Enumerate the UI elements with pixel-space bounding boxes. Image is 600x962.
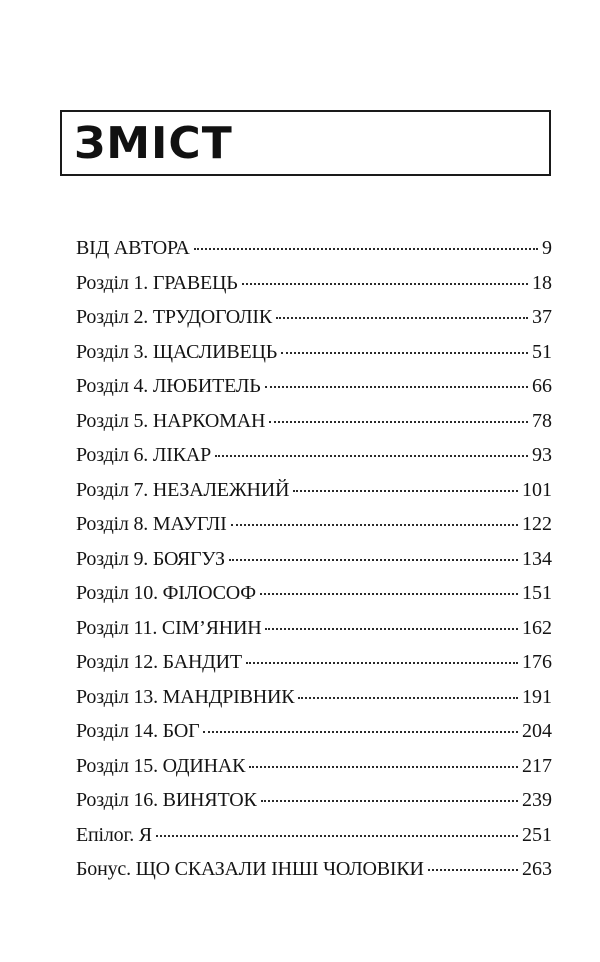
toc-entry-label: Розділ 13. МАНДРІВНИК (76, 685, 295, 708)
toc-entry-label: Розділ 12. БАНДИТ (76, 651, 242, 673)
toc-entry (76, 266, 552, 301)
toc-entry (76, 749, 552, 784)
toc-entry (76, 714, 552, 749)
toc-entry-label: Розділ 6. ЛІКАР (76, 444, 212, 466)
toc-entry-page: 66 (532, 375, 552, 397)
dot-leader (249, 766, 518, 768)
toc-entry-page: 162 (522, 616, 552, 639)
toc-entry (76, 680, 552, 715)
toc-entry-page: 263 (522, 858, 552, 880)
toc-entry (76, 438, 552, 473)
dot-leader (246, 662, 518, 664)
dot-leader (260, 593, 518, 595)
toc-entry-label: Епілог. Я (76, 823, 152, 846)
toc-entry-page: 51 (532, 340, 552, 363)
toc-entry (76, 542, 552, 577)
toc-entry-label: Розділ 4. ЛЮБИТЕЛЬ (76, 375, 261, 397)
toc-entry-page: 134 (522, 547, 552, 570)
toc-entry-label: Розділ 1. ГРАВЕЦЬ (76, 271, 238, 294)
toc-entry (76, 818, 552, 853)
dot-leader (203, 731, 518, 733)
toc-entry (76, 300, 552, 335)
dot-leader (242, 283, 528, 285)
toc-entry (76, 335, 552, 370)
toc-entry (76, 852, 552, 887)
toc-entry-label: Розділ 3. ЩАСЛИВЕЦЬ (76, 340, 278, 363)
toc-entry-label: Бонус. ЩО СКАЗАЛИ ІНШІ ЧОЛОВІКИ (76, 858, 424, 880)
toc-entry-page: 176 (522, 651, 552, 673)
toc-entry-page: 151 (522, 582, 552, 604)
dot-leader (281, 352, 528, 354)
dot-leader (229, 559, 518, 561)
toc-entry-page: 93 (532, 444, 552, 466)
dot-leader (265, 628, 518, 630)
toc-entry (76, 611, 552, 646)
table-of-contents (76, 231, 552, 887)
toc-entry-label: Розділ 14. БОГ (76, 720, 200, 742)
toc-entry-page: 204 (522, 720, 552, 742)
toc-entry (76, 783, 552, 818)
toc-entry-label: Розділ 8. МАУГЛІ (76, 513, 227, 535)
toc-entry-page: 78 (532, 409, 552, 432)
dot-leader (261, 800, 518, 802)
toc-entry (76, 369, 552, 404)
toc-entry (76, 645, 552, 680)
dot-leader (298, 697, 518, 699)
toc-entry-page: 191 (522, 685, 552, 708)
toc-entry-page: 18 (532, 271, 552, 294)
dot-leader (269, 421, 528, 423)
toc-entry (76, 507, 552, 542)
toc-entry-page: 9 (542, 237, 552, 259)
dot-leader (194, 248, 538, 250)
toc-entry (76, 576, 552, 611)
toc-entry-label: Розділ 2. ТРУДОГОЛІК (76, 306, 273, 328)
toc-entry-label: Розділ 11. СІМ’ЯНИН (76, 616, 262, 639)
dot-leader (293, 490, 518, 492)
toc-entry-page: 239 (522, 789, 552, 811)
toc-entry (76, 473, 552, 508)
toc-entry-label: Розділ 5. НАРКОМАН (76, 409, 266, 432)
title-frame (60, 110, 551, 176)
toc-entry-label: Розділ 7. НЕЗАЛЕЖНИЙ (76, 478, 290, 501)
toc-entry (76, 404, 552, 439)
toc-entry-label: Розділ 9. БОЯГУЗ (76, 547, 225, 570)
toc-entry-label: ВІД АВТОРА (76, 237, 190, 259)
dot-leader (276, 317, 528, 319)
toc-entry-page: 217 (522, 754, 552, 777)
dot-leader (428, 869, 518, 871)
toc-entry-page: 251 (522, 823, 552, 846)
dot-leader (215, 455, 528, 457)
page-title: ЗМІСТ (74, 118, 233, 169)
toc-entry-label: Розділ 15. ОДИНАК (76, 754, 246, 777)
dot-leader (265, 386, 528, 388)
toc-entry (76, 231, 552, 266)
toc-entry-page: 101 (522, 478, 552, 501)
toc-entry-page: 122 (522, 513, 552, 535)
toc-entry-page: 37 (532, 306, 552, 328)
toc-entry-label: Розділ 10. ФІЛОСОФ (76, 582, 256, 604)
toc-entry-label: Розділ 16. ВИНЯТОК (76, 789, 257, 811)
dot-leader (231, 524, 518, 526)
dot-leader (156, 835, 518, 837)
